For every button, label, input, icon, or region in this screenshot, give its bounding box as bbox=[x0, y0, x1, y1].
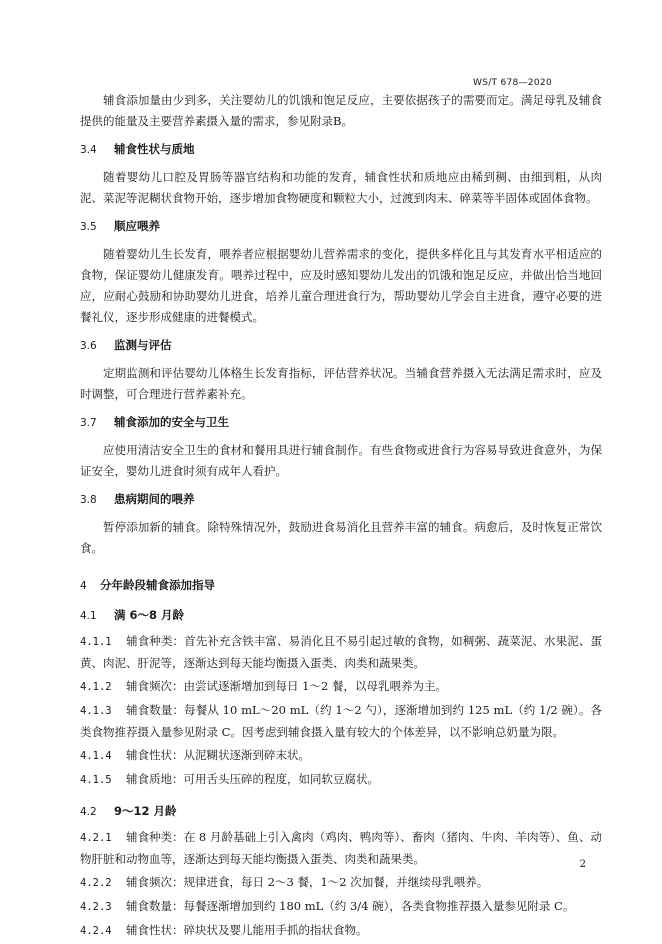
list-item-4-2-4 bbox=[80, 920, 602, 942]
section-3-4-text: 随着婴幼儿口腔及胃肠等器官结构和功能的发育，辅食性状和质地应由稀到稠、由细到粗，从肉泥、菜泥等泥糊状食物开始，逐步增加食物硬度和颗粒大小，过渡到肉末、碎菜等半固体或固体食物。 bbox=[80, 170, 602, 205]
item-text: 辅食数量：每餐逐渐增加到约 180 mL（约 3/4 碗），各类食物推荐摄入量参见附录 C。 bbox=[126, 899, 575, 913]
item-text: 辅食种类：首先补充含铁丰富、易消化且不易引起过敏的食物，如稠粥、蔬菜泥、水果泥、蛋黄、肉泥、肝泥等，逐渐达到每天能均衡摄入蛋类、肉类和蔬果类。 bbox=[80, 634, 602, 670]
item-text: 辅食数量：每餐从 10 mL～20 mL（约 1～2 勺），逐渐增加到约 125 mL（约 1/2 碗）。各类食物推荐摄入量参见附录 C。因考虑到辅食摄入量有较大的个体差异，以不影响总奶量为限。 bbox=[80, 703, 602, 739]
item-number: 4.2.3 bbox=[80, 901, 112, 913]
section-3-6-text: 定期监测和评估婴幼儿体格生长发育指标，评估营养状况。当辅食营养摄入无法满足需求时，应及时调整，可合理进行营养素补充。 bbox=[80, 366, 602, 401]
item-text: 辅食性状：碎块状及婴儿能用手抓的指状食物。 bbox=[126, 923, 368, 937]
item-number: 4.2.4 bbox=[80, 925, 112, 937]
section-title: 顺应喂养 bbox=[114, 219, 160, 233]
section-title: 辅食性状与质地 bbox=[114, 142, 195, 156]
heading-chapter-4 bbox=[80, 575, 602, 597]
list-item-4-1-5 bbox=[80, 769, 602, 791]
list-item-4-1-2 bbox=[80, 676, 602, 698]
section-number: 3.7 bbox=[80, 417, 97, 429]
section-title: 患病期间的喂养 bbox=[114, 492, 195, 506]
item-text: 辅食频次：由尝试逐渐增加到每日 1～2 餐，以母乳喂养为主。 bbox=[126, 679, 447, 693]
chapter-title: 分年龄段辅食添加指导 bbox=[100, 578, 215, 592]
item-text: 辅食频次：规律进食，每日 2～3 餐，1～2 次加餐，并继续母乳喂养。 bbox=[126, 875, 489, 889]
item-number: 4.2.2 bbox=[80, 877, 112, 889]
section-title: 9～12 月龄 bbox=[114, 804, 177, 818]
list-item-4-1-3 bbox=[80, 700, 602, 743]
item-number: 4.1.5 bbox=[80, 774, 112, 786]
section-number: 3.8 bbox=[80, 494, 97, 506]
section-title: 辅食添加的安全与卫生 bbox=[114, 415, 229, 429]
section-number: 3.5 bbox=[80, 221, 97, 233]
list-item-4-1-4 bbox=[80, 745, 602, 767]
item-text: 辅食种类：在 8 月龄基础上引入禽肉（鸡肉、鸭肉等）、畜肉（猪肉、牛肉、羊肉等）、鱼、动物肝脏和动物血等，逐渐达到每天能均衡摄入蛋类、肉类和蔬果类。 bbox=[80, 830, 602, 866]
heading-3-6 bbox=[80, 335, 602, 357]
list-item-4-2-3 bbox=[80, 896, 602, 918]
section-number: 3.4 bbox=[80, 144, 97, 156]
section-3-5-text: 随着婴幼儿生长发育，喂养者应根据婴幼儿营养需求的变化，提供多样化且与其发育水平相适应的食物，保证婴幼儿健康发育。喂养过程中，应及时感知婴幼儿发出的饥饿和饱足反应，并做出恰当地回应，应耐心鼓励和协助婴幼儿进食，培养儿童合理进食行为，帮助婴幼儿学会自主进食，遵守必要的进餐礼仪，逐步形成健康的进餐模式。 bbox=[80, 247, 602, 324]
page-number: 2 bbox=[579, 859, 586, 870]
section-title: 满 6～8 月龄 bbox=[114, 608, 185, 622]
document-body bbox=[80, 90, 602, 944]
heading-3-4 bbox=[80, 139, 602, 161]
list-item-4-2-1 bbox=[80, 827, 602, 870]
chapter-number: 4 bbox=[80, 580, 87, 592]
section-number: 4.2 bbox=[80, 806, 97, 818]
section-3-7-text: 应使用清洁安全卫生的食材和餐用具进行辅食制作。有些食物或进食行为容易导致进食意外，为保证安全，婴幼儿进食时须有成年人看护。 bbox=[80, 443, 602, 478]
item-number: 4.1.4 bbox=[80, 750, 112, 762]
item-number: 4.2.1 bbox=[80, 832, 112, 844]
item-number: 4.1.3 bbox=[80, 705, 112, 717]
section-number: 3.6 bbox=[80, 340, 97, 352]
intro-paragraph: 辅食添加量由少到多，关注婴幼儿的饥饿和饱足反应，主要依据孩子的需要而定。满足母乳及辅食提供的能量及主要营养素摄入量的需求，参见附录B。 bbox=[80, 93, 602, 128]
heading-3-7 bbox=[80, 412, 602, 434]
list-item-4-1-1 bbox=[80, 631, 602, 674]
section-3-8-text: 暂停添加新的辅食。除特殊情况外，鼓励进食易消化且营养丰富的辅食。病愈后，及时恢复正常饮食。 bbox=[80, 520, 602, 555]
heading-3-8 bbox=[80, 489, 602, 511]
item-text: 辅食性状：从泥糊状逐渐到碎末状。 bbox=[126, 748, 310, 762]
heading-3-5 bbox=[80, 216, 602, 238]
section-title: 监测与评估 bbox=[114, 338, 172, 352]
item-text: 辅食质地：可用舌头压碎的程度，如同软豆腐状。 bbox=[126, 772, 379, 786]
list-item-4-2-2 bbox=[80, 872, 602, 894]
section-number: 4.1 bbox=[80, 610, 97, 622]
item-number: 4.1.1 bbox=[80, 636, 112, 648]
doc-code: WS/T 678—2020 bbox=[473, 78, 552, 88]
heading-4-1 bbox=[80, 605, 602, 627]
item-number: 4.1.2 bbox=[80, 681, 112, 693]
heading-4-2 bbox=[80, 801, 602, 823]
